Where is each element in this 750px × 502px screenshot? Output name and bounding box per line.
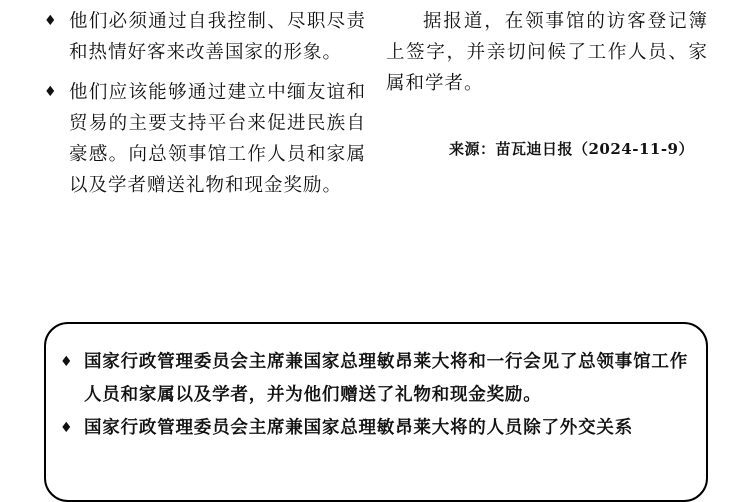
left-bullet-1-text: 他们必须通过自我控制、尽职尽责和热情好客来改善国家的形象。 [69,11,366,63]
diamond-bullet-icon: ♦ [60,420,74,436]
summary-bullet-1-text: 国家行政管理委员会主席兼国家总理敏昂莱大将和一行会见了总领事馆工作人员和家属以及学者，并为他们赠送了礼物和现金奖励。 [84,352,688,405]
summary-bullet-2 [60,412,688,445]
left-bullet-2 [44,77,366,201]
summary-bullet-1 [60,346,688,412]
left-bullet-1 [44,6,366,68]
diamond-bullet-icon: ♦ [44,84,58,100]
source-citation: 来源：苗瓦迪日报（2024-11-9） [448,140,694,158]
summary-bullet-2-text: 国家行政管理委员会主席兼国家总理敏昂莱大将的人员除了外交关系 [84,418,633,438]
report-paragraph: 据报道，在领事馆的访客登记簿上签字，并亲切问候了工作人员、家属和学者。 [386,11,708,94]
left-bullet-2-text: 他们应该能够通过建立中缅友谊和贸易的主要支持平台来促进民族自豪感。向总领事馆工作人员和家属以及学者赠送礼物和现金奖励。 [69,82,366,196]
summary-box [44,322,708,502]
left-column [44,6,366,201]
diamond-bullet-icon: ♦ [44,13,58,29]
right-column [386,6,708,99]
diamond-bullet-icon: ♦ [60,354,74,370]
